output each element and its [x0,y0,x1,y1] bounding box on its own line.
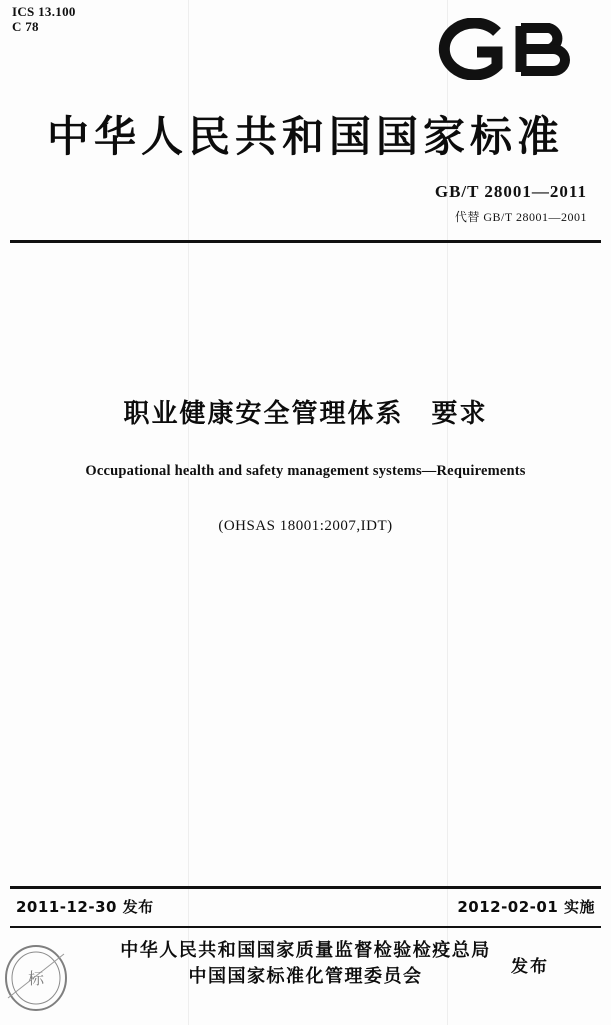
issue-date: 2011-12-30 发布 [16,898,154,916]
ccs-code: C 78 [12,19,39,34]
subject-title-english: Occupational health and safety management systems—Requirements [85,463,526,479]
subject-title-chinese: 职业健康安全管理体系 要求 [123,399,488,429]
official-seal-icon [2,940,74,1016]
classification-codes [12,4,76,34]
publisher-line-2: 中国国家标准化管理委员会 [188,966,423,987]
divider-top [10,240,601,243]
equivalence-note: (OHSAS 18001:2007,IDT) [218,518,393,534]
publish-word: 发布 [511,957,549,977]
ics-code: ICS 13.100 [12,4,76,19]
effective-date: 2012-02-01 实施 [457,898,595,916]
standard-number: GB/T 28001—2011 [434,182,587,201]
publisher-line-1: 中华人民共和国国家质量监督检验检疫总局 [120,940,491,961]
svg-text:标: 标 [27,969,45,988]
page-title: 中华人民共和国国家标准 [46,112,564,161]
gb-logo-icon [437,18,597,80]
standard-replaces: 代替 GB/T 28001—2001 [454,210,587,224]
divider-bottom [10,886,601,889]
divider-footer [10,926,601,928]
